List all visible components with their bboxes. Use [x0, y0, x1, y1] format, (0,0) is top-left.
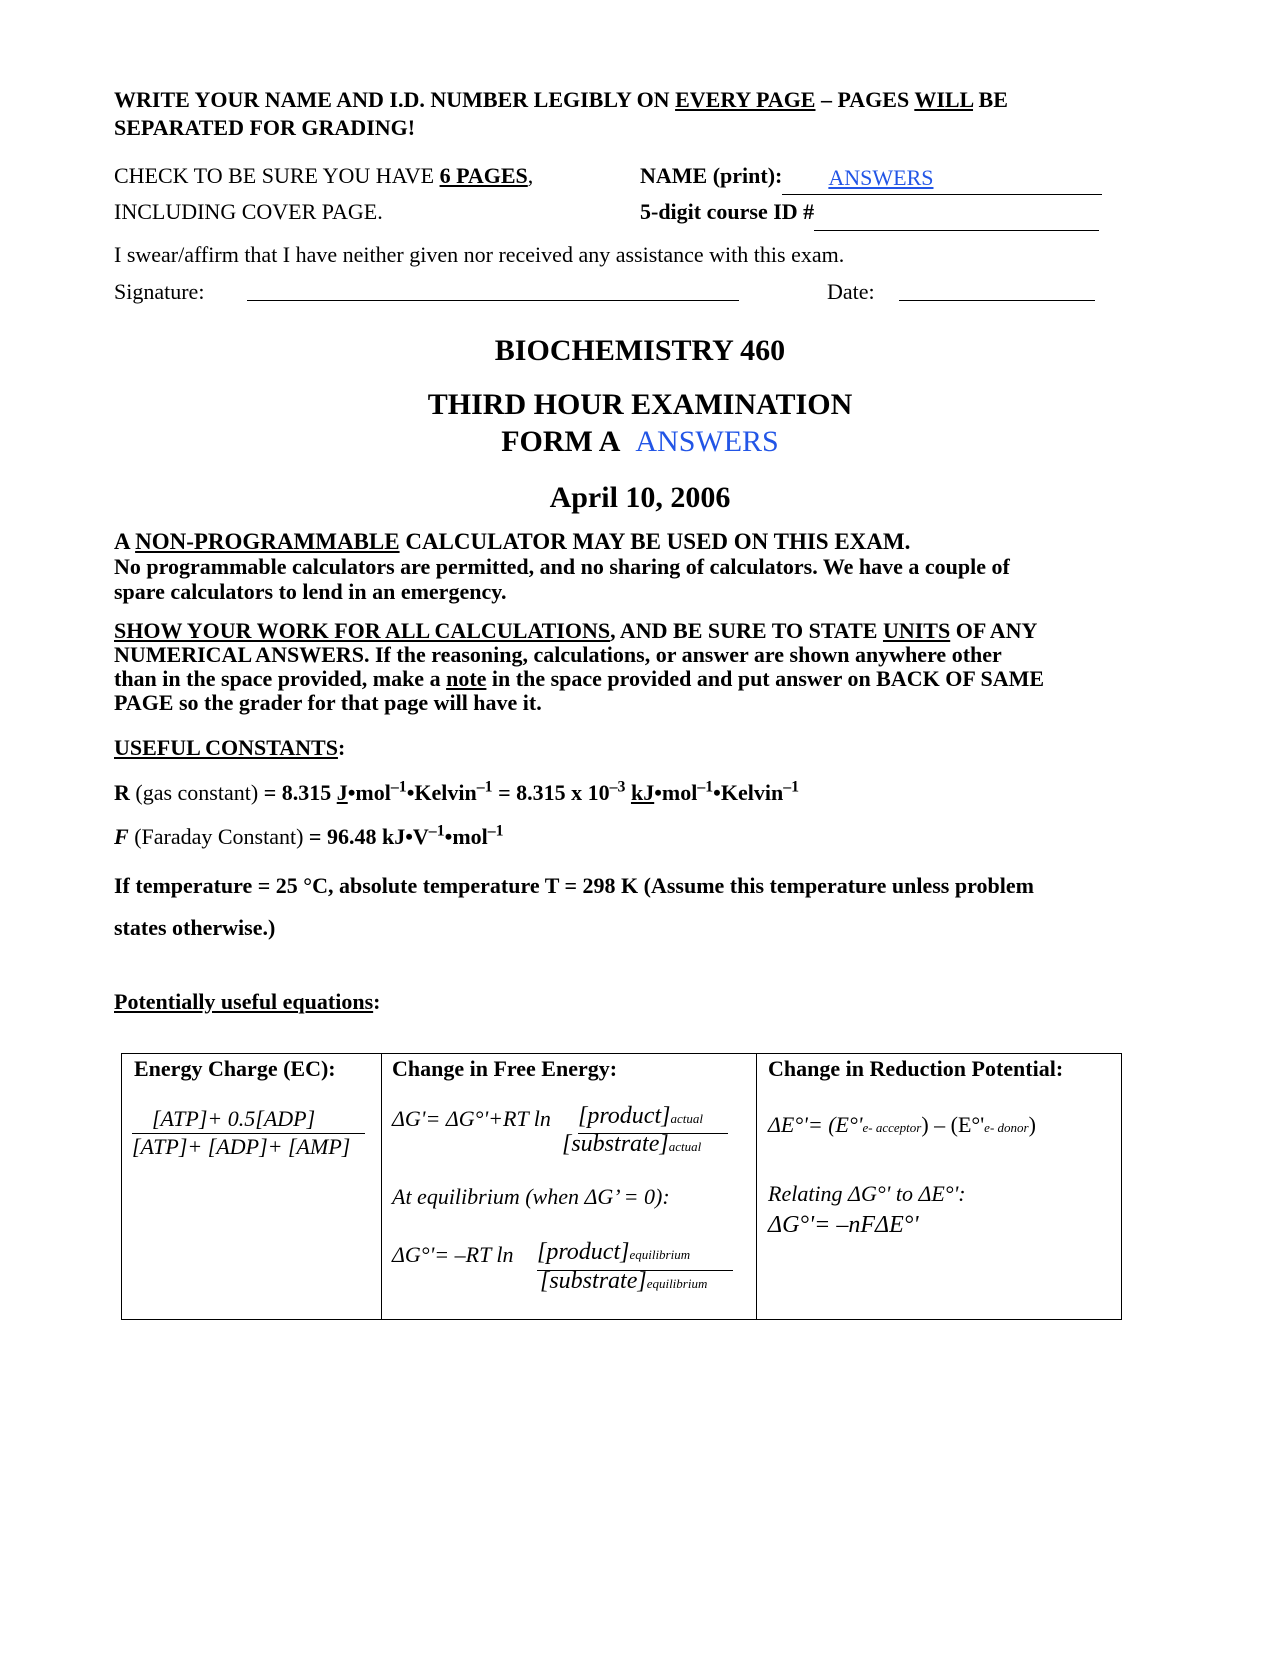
oath-statement: I swear/affirm that I have neither given nor received any assistance with this exam. — [114, 242, 845, 267]
faraday-constant: F (Faraday Constant) = 96.48 $kJ•V^{-1}•mol^{-1}$ — [114, 822, 504, 849]
ec-denominator: [ATP]+ [ADP]+ [AMP] — [132, 1134, 351, 1159]
date-line[interactable] — [899, 300, 1095, 301]
temperature-note: If temperature = 25 °C, absolute temperature T = 298 K (Assume this temperature unless problem states otherwise.) — [114, 873, 1034, 940]
dg-equation-lhs: ΔG'= ΔG°'+RT ln — [392, 1106, 551, 1131]
calculator-policy: A NON-PROGRAMMABLE CALCULATOR MAY BE USED ON THIS EXAM. No programmable calculators are permitted, and no sharing of calculators. We have a couple of spare calculators to lend in an emergency. — [114, 529, 1010, 604]
ec-numerator: [ATP]+ 0.5[ADP] — [152, 1106, 316, 1131]
dg0-product: [product]equilibrium — [537, 1239, 691, 1265]
gas-constant: R (gas constant) = 8.315 J•mol$^{-1}$•Kelvin$^{-1}$ = 8.315 x $10^{-3}$ kJ•mol$^{-1}$•Kelvin$^{-1}$ — [114, 778, 800, 805]
reduction-potential-title: Change in Reduction Potential: — [768, 1056, 1064, 1081]
dg0-substrate: [substrate]equilibrium — [540, 1268, 708, 1294]
de-equation: ΔE°'= (E°'e- acceptor) – (E°'e- donor) — [768, 1112, 1036, 1137]
name-field[interactable] — [640, 158, 1102, 195]
header-warning — [114, 86, 1134, 142]
show-work-instructions: SHOW YOUR WORK FOR ALL CALCULATIONS, AND BE SURE TO STATE UNITS OF ANY NUMERICAL ANSWERS. If the reasoning, calculations, or answer are shown anywhere other than in the space provided, make a note in the space provided and put answer on BACK OF SAME PAGE so the grader for that page will have it. — [114, 618, 1045, 715]
exam-title: THIRD HOUR EXAMINATION — [427, 388, 853, 421]
energy-charge-title: Energy Charge (EC): — [134, 1056, 336, 1081]
energy-charge-cell — [122, 1054, 382, 1320]
name-label: NAME (print): — [640, 163, 783, 188]
dg-product: [product]actual — [578, 1103, 703, 1129]
name-value: ANSWERS — [828, 165, 934, 190]
equations-heading: Potentially useful equations: — [114, 989, 381, 1014]
dg-de-equation: ΔG°'= –nFΔE°' — [768, 1212, 919, 1238]
signature-label: Signature: — [114, 279, 205, 304]
dg0-equation-lhs: ΔG°'= –RT ln — [392, 1242, 514, 1267]
dg-substrate: [substrate]actual — [562, 1131, 702, 1157]
header-line-1: WRITE YOUR NAME AND I.D. NUMBER LEGIBLY ON EVERY PAGE – PAGES WILL BE — [114, 87, 1008, 112]
course-id-label: 5-digit course ID # — [640, 199, 815, 224]
header-line-2: SEPARATED FOR GRADING! — [114, 115, 416, 140]
equations-table — [121, 1053, 1122, 1320]
constants-heading: USEFUL CONSTANTS: — [114, 735, 346, 760]
exam-date: April 10, 2006 — [549, 481, 731, 514]
reduction-potential-cell — [757, 1054, 1122, 1320]
relating-note: Relating ΔG°' to ΔE°': — [768, 1181, 966, 1206]
signature-line[interactable] — [247, 300, 739, 301]
course-id-field[interactable] — [640, 194, 1099, 231]
form-title: FORM A ANSWERS — [501, 425, 779, 458]
date-label: Date: — [827, 279, 875, 304]
page-check-note: CHECK TO BE SURE YOU HAVE 6 PAGES, INCLUDING COVER PAGE. — [114, 163, 534, 224]
free-energy-cell — [382, 1054, 757, 1320]
free-energy-title: Change in Free Energy: — [392, 1056, 618, 1081]
course-title: BIOCHEMISTRY 460 — [494, 334, 786, 367]
equilibrium-note: At equilibrium (when ΔG’ = 0): — [392, 1184, 670, 1209]
